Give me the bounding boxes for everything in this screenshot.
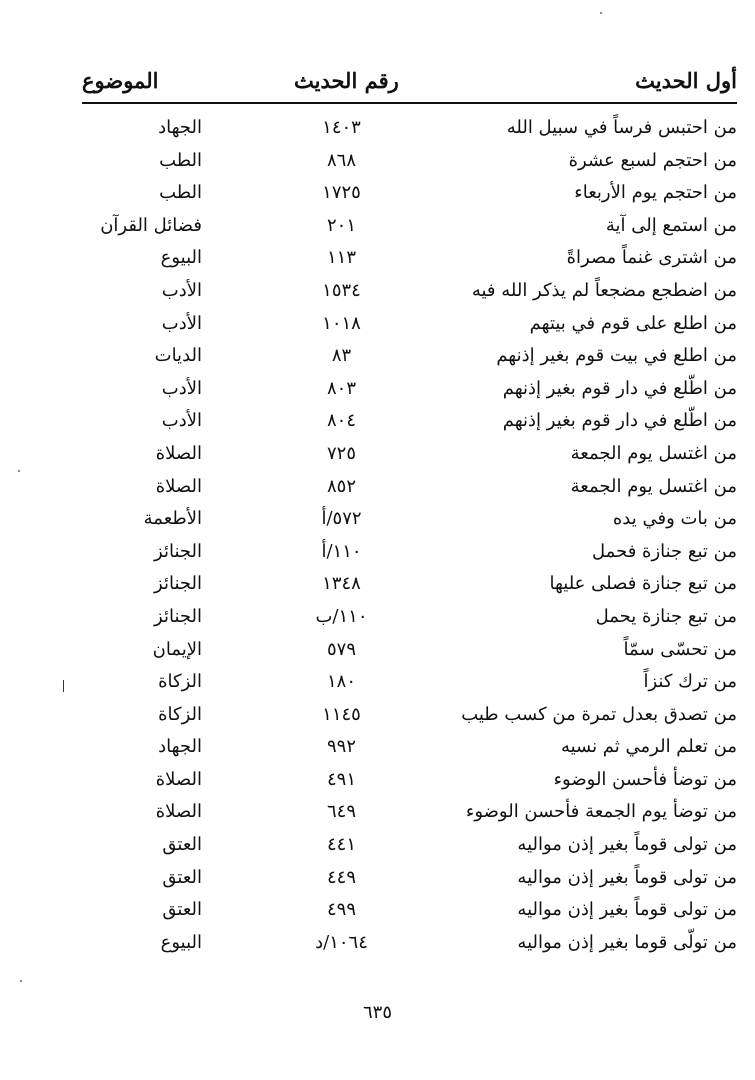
hadith-first-words: من ترك كنزاً [643,671,737,693]
hadith-first-words: من اطلع في بيت قوم بغير إذنهم [496,345,737,367]
hadith-first-words: من تولى قوماً بغير إذن مواليه [517,834,737,856]
hadith-number: ٨٦٨ [326,149,356,171]
hadith-topic: الجهاد [158,117,202,138]
hadith-topic: العتق [162,866,202,888]
hadith-first-words: من احتجم لسبع عشرة [568,149,737,171]
table-row [82,602,737,635]
hadith-number: ١١٠/أ [321,540,362,562]
header-hadith-number: رقم الحديث [294,68,399,93]
table-row [82,211,737,244]
hadith-number: ٨٠٣ [326,377,356,399]
table-row [82,830,737,863]
hadith-number: ١١٤٥ [322,703,361,725]
table-row [82,765,737,798]
page-number: ٦٣٥ [362,1002,392,1023]
hadith-number: ١١٣ [326,247,356,269]
hadith-topic: الزكاة [158,703,202,725]
table-row [82,243,737,276]
table-row [82,635,737,668]
hadith-first-words: من احتجم يوم الأربعاء [574,182,737,204]
scan-speck [600,12,602,14]
hadith-number: ١٥٣٤ [322,279,361,301]
hadith-topic: الأدب [161,377,202,399]
table-row [82,472,737,505]
hadith-first-words: من تعلم الرمي ثم نسيه [560,736,737,758]
hadith-number: ٥٧٢/أ [321,508,362,530]
table-row [82,406,737,439]
table-row [82,569,737,602]
hadith-first-words: من تولّى قوما بغير إذن مواليه [517,931,737,953]
hadith-number: ١٠٦٤/د [315,931,368,953]
hadith-number: ١١٠/ب [315,605,368,627]
hadith-first-words: من تبع جنازة فحمل [592,540,737,562]
hadith-topic: العتق [162,834,202,856]
hadith-topic: الأدب [161,279,202,301]
table-row [82,146,737,179]
table-row [82,928,737,961]
table-row [82,895,737,928]
hadith-topic: الأطعمة [143,508,202,530]
hadith-number: ١٣٤٨ [322,573,361,595]
header-first-words: أول الحديث [635,68,737,93]
hadith-topic: الجنائز [154,573,202,595]
margin-mark [63,680,64,692]
hadith-first-words: من اشترى غنماً مصراةً [566,247,737,269]
hadith-first-words: من تولى قوماً بغير إذن مواليه [517,866,737,888]
hadith-first-words: من تولى قوماً بغير إذن مواليه [517,899,737,921]
table-row [82,276,737,309]
hadith-first-words: من اضطجع مضجعاً لم يذكر الله فيه [471,279,737,301]
hadith-number: ١٨٠ [326,671,356,693]
index-table [82,113,737,960]
hadith-first-words: من تبع جنازة فصلى عليها [549,573,737,595]
hadith-first-words: من اطّلع في دار قوم بغير إذنهم [502,377,737,399]
hadith-number: ٥٧٩ [326,638,356,660]
table-row [82,700,737,733]
hadith-number: ٤٩٩ [326,899,356,921]
hadith-topic: الصلاة [155,475,202,497]
hadith-first-words: من احتبس فرساً في سبيل الله [506,117,737,138]
hadith-first-words: من استمع إلى آية [605,214,737,236]
hadith-topic: الديات [154,345,202,367]
hadith-first-words: من تصدق بعدل تمرة من كسب طيب [461,703,737,725]
hadith-number: ١٤٠٣ [322,117,361,138]
scan-speck [20,980,22,982]
hadith-number: ٧٢٥ [326,442,356,464]
hadith-topic: الطب [159,149,202,171]
hadith-topic: العتق [162,899,202,921]
hadith-number: ٨٥٢ [326,475,356,497]
table-row [82,863,737,896]
hadith-first-words: من اطلع على قوم في بيتهم [529,312,737,334]
table-row [82,309,737,342]
hadith-topic: الجنائز [154,540,202,562]
hadith-number: ٤٤٩ [326,866,356,888]
hadith-topic: الأدب [161,312,202,334]
hadith-first-words: من توضأ يوم الجمعة فأحسن الوضوء [465,801,737,823]
hadith-first-words: من اغتسل يوم الجمعة [570,475,737,497]
hadith-topic: الجنائز [154,605,202,627]
hadith-first-words: من اطّلع في دار قوم بغير إذنهم [502,410,737,432]
hadith-topic: الصلاة [155,768,202,790]
hadith-number: ٦٤٩ [326,801,356,823]
hadith-first-words: من اغتسل يوم الجمعة [570,442,737,464]
table-row [82,732,737,765]
hadith-topic: الصلاة [155,442,202,464]
scan-speck [18,470,20,472]
hadith-number: ٩٩٢ [326,736,356,758]
hadith-topic: الزكاة [158,671,202,693]
table-row [82,113,737,146]
table-row [82,797,737,830]
hadith-first-words: من تحسّى سمّاً [623,638,737,660]
table-row [82,374,737,407]
table-row [82,537,737,570]
hadith-number: ١٠١٨ [322,312,361,334]
table-header [82,66,737,104]
hadith-first-words: من بات وفي يده [612,508,737,530]
hadith-topic: فضائل القرآن [100,214,202,236]
table-row [82,341,737,374]
hadith-topic: البيوع [160,931,202,953]
table-row [82,178,737,211]
hadith-first-words: من توضأ فأحسن الوضوء [553,768,737,790]
hadith-number: ٨٣ [331,345,352,367]
hadith-first-words: من تبع جنازة يحمل [595,605,737,627]
hadith-number: ٨٠٤ [326,410,356,432]
hadith-number: ٤٩١ [326,768,356,790]
header-topic: الموضوع [82,68,159,93]
hadith-topic: الطب [159,182,202,204]
hadith-topic: الإيمان [152,638,202,660]
hadith-topic: البيوع [160,247,202,269]
table-row [82,667,737,700]
hadith-number: ٢٠١ [326,214,356,236]
hadith-number: ٤٤١ [326,834,356,856]
table-row [82,439,737,472]
table-row [82,504,737,537]
hadith-topic: الجهاد [158,736,202,758]
hadith-topic: الصلاة [155,801,202,823]
hadith-number: ١٧٢٥ [322,182,361,204]
hadith-topic: الأدب [161,410,202,432]
